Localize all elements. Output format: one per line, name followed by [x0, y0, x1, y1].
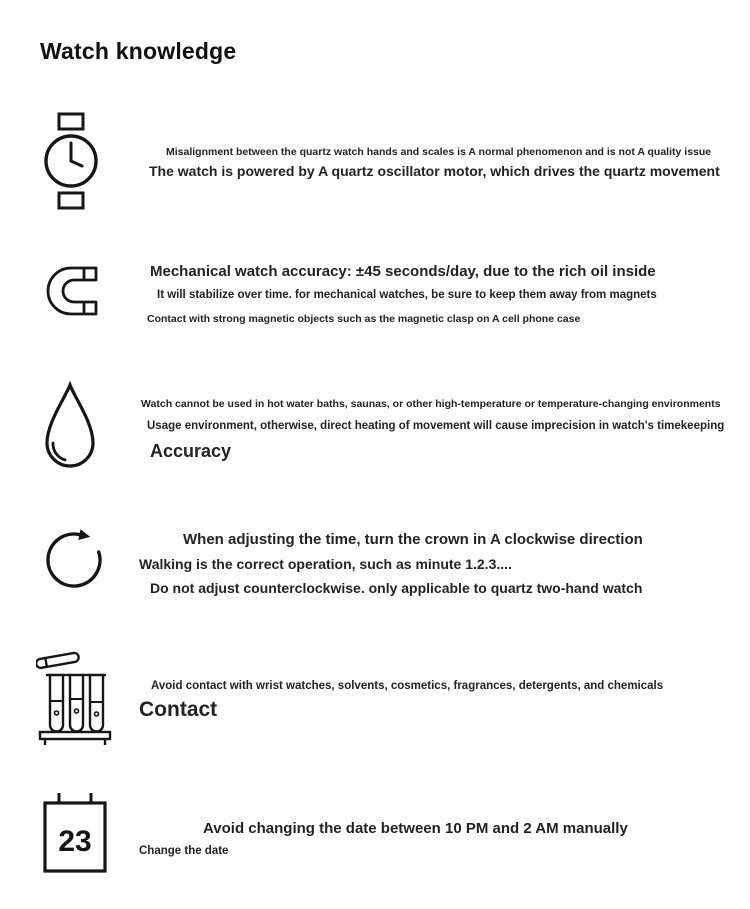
- section-6-line-2: Change the date: [139, 845, 229, 857]
- wristwatch-icon: [42, 112, 100, 212]
- section-6-line-1: Avoid changing the date between 10 PM and 2 AM manually: [203, 820, 628, 837]
- section-5-line-2: Contact: [139, 698, 218, 721]
- section-1-line-2: The watch is powered by A quartz oscillator motor, which drives the quartz movement: [149, 163, 720, 179]
- clockwise-arrow-icon: [42, 522, 110, 594]
- calendar-icon: [42, 790, 108, 875]
- water-drop-icon: [40, 381, 100, 476]
- calendar-day: 23: [58, 825, 92, 858]
- section-2-line-2: It will stabilize over time. for mechanical watches, be sure to keep them away from magnets: [157, 289, 657, 301]
- section-3-line-3: Accuracy: [150, 441, 232, 461]
- page-title: Watch knowledge: [40, 38, 237, 64]
- section-3-line-2: Usage environment, otherwise, direct heating of movement will cause imprecision in watch's timekeeping: [147, 420, 725, 432]
- section-4-line-1: When adjusting the time, turn the crown in A clockwise direction: [183, 531, 643, 548]
- section-4-line-3: Do not adjust counterclockwise. only applicable to quartz two-hand watch: [150, 580, 643, 596]
- test-tubes-icon: [36, 645, 112, 745]
- section-2-line-1: Mechanical watch accuracy: ±45 seconds/day, due to the rich oil inside: [150, 263, 656, 280]
- section-2-line-3: Contact with strong magnetic objects such as the magnetic clasp on A cell phone case: [147, 313, 581, 325]
- section-5-line-1: Avoid contact with wrist watches, solvents, cosmetics, fragrances, detergents, and chemicals: [151, 680, 664, 692]
- section-4-line-2: Walking is the correct operation, such as minute 1.2.3....: [139, 556, 512, 572]
- section-1-line-1: Misalignment between the quartz watch hands and scales is A normal phenomenon and is not A quality issue: [166, 146, 712, 158]
- magnet-icon: [38, 263, 104, 319]
- section-3-line-1: Watch cannot be used in hot water baths, saunas, or other high-temperature or temperature-changing environments: [141, 398, 721, 410]
